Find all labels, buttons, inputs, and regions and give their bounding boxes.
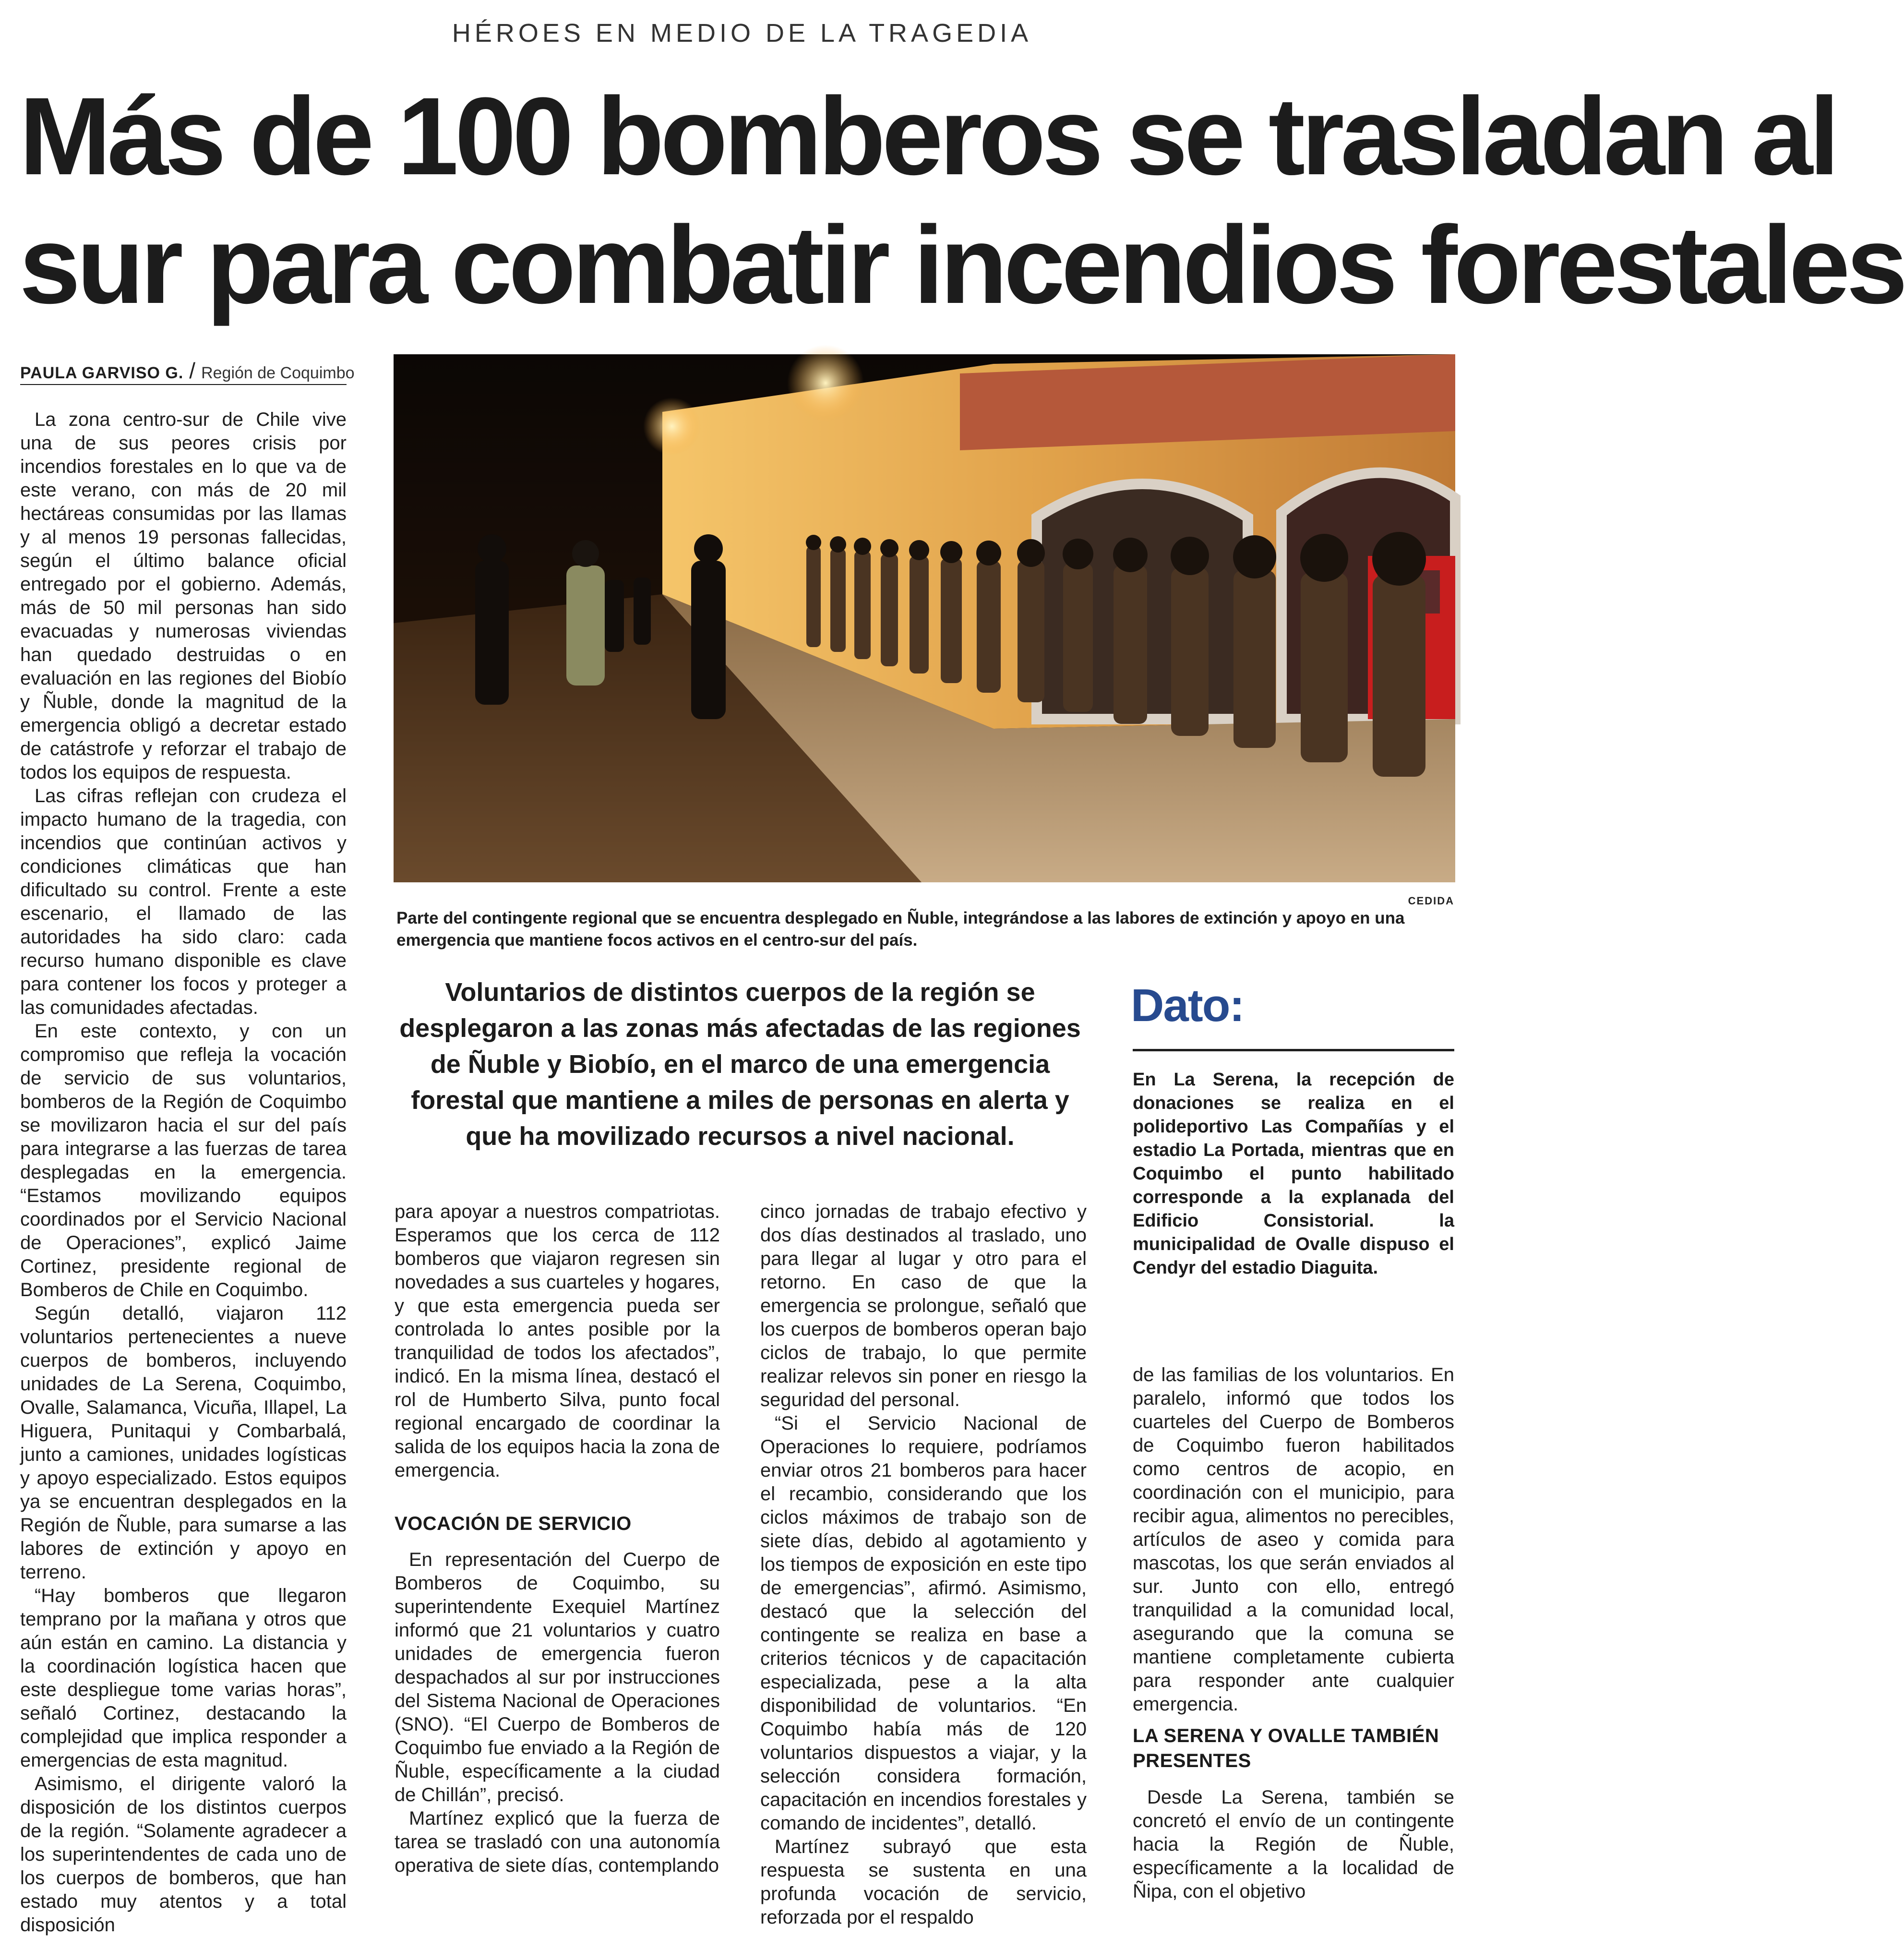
article-photo — [394, 354, 1455, 882]
photo-caption: Parte del contingente regional que se encuentra desplegado en Ñuble, integrándose a las labores de extinción y apoyo en una emergencia que mantiene focos activos en el centro-sur del país. — [396, 909, 1405, 950]
dato-text: En La Serena, la recepción de donaciones se realiza en el polideportivo Las Compañías y el estadio La Portada, mientras que en Coquimbo el punto habilitado corresponde a la explanada del Edificio Consistorial. la municipalidad de Ovalle dispuso el Cendyr del estadio Diaguita. — [1133, 1070, 1454, 1278]
subhead-vocacion: VOCACIÓN DE SERVICIO — [395, 1513, 632, 1534]
deck-summary: Voluntarios de distintos cuerpos de la región se desplegaron a las zonas más afectadas de las regiones de Ñuble y Biobío, en el marco de una emergencia forestal que mantiene a miles de personas en alerta y que ha movilizado recursos a nivel nacional. — [399, 978, 1081, 1151]
body-column-4-lower — [1133, 1786, 1454, 1903]
paragraph: de las familias de los voluntarios. En paralelo, informó que todos los cuarteles del Cuerpo de Bomberos de Coquimbo fueron habilitados como centros de acopio, en coordinación con el municipio, para recibir agua, alimentos no perecibles, artículos de aseo y comida para mascotas, los que serán enviados al sur. Junto con ello, entregó tranquilidad a la comunidad local, asegurando que la comuna se mantiene completamente cubierta para responder ante cualquier emergencia. — [1133, 1364, 1454, 1715]
paragraph: Asimismo, el dirigente valoró la disposición de los distintos cuerpos de la región. “Solamente agradecer a los superintendentes de cada uno de los cuerpos de bomberos, que han estado muy atentos y a total disposición — [20, 1773, 347, 1936]
paragraph: para apoyar a nuestros compatriotas. Esperamos que los cerca de 112 bomberos que viajaron regresen sin novedades a sus cuarteles y hogares, y que esta emergencia pueda ser controlada lo antes posible por la tranquilidad de todos los afectados”, indicó. En la misma línea, destacó el rol de Humberto Silva, punto focal regional encargado de coordinar la salida de los equipos hacia la zona de emergencia. — [395, 1201, 720, 1481]
body-column-4 — [1133, 1363, 1454, 1716]
body-column-3 — [760, 1200, 1087, 1929]
body-column-1 — [20, 408, 347, 1936]
byline — [20, 356, 355, 385]
dato-divider — [1133, 1049, 1454, 1051]
paragraph: Martínez subrayó que esta respuesta se sustenta en una profunda vocación de servicio, reforzada por el respaldo — [760, 1836, 1087, 1928]
paragraph: La zona centro-sur de Chile vive una de sus peores crisis por incendios forestales en lo que va de este verano, con más de 20 mil hectáreas consumidas por las llamas y al menos 19 personas fallecidas, según el último balance oficial entregado por el gobierno. Además, más de 50 mil personas han sido evacuadas y numerosas viviendas han quedado destruidas o en evaluación en las regiones del Biobío y Ñuble, donde la magnitud de la emergencia obligó a decretar estado de catástrofe y reforzar el trabajo de todos los equipos de respuesta. — [20, 409, 347, 783]
paragraph: Según detalló, viajaron 112 voluntarios pertenecientes a nueve cuerpos de bomberos, incluyendo unidades de La Serena, Coquimbo, Ovalle, Salamanca, Vicuña, Illapel, La Higuera, Punitaqui y Combarbalá, junto a camiones, unidades logísticas y apoyo especializado. Estos equipos ya se encuentran desplegados en la Región de Ñuble, para sumarse a las labores de extinción y apoyo en terreno. — [20, 1303, 347, 1583]
headline-line-2: sur para combatir incendios forestales — [19, 203, 1904, 326]
byline-region: Región de Coquimbo — [201, 364, 355, 382]
paragraph: cinco jornadas de trabajo efectivo y dos días destinados al traslado, uno para llegar al lugar y otro para el retorno. En caso de que la emergencia se prolongue, señaló que los cuerpos de bomberos operan bajo ciclos de trabajo, lo que permite realizar relevos sin poner en riesgo la seguridad del personal. — [760, 1201, 1087, 1410]
paragraph: Desde La Serena, también se concretó el envío de un contingente hacia la Región de Ñuble, específicamente a la localidad de Ñipa, con el objetivo — [1133, 1787, 1454, 1902]
byline-author: PAULA GARVISO G. — [20, 364, 184, 382]
paragraph: En este contexto, y con un compromiso que refleja la vocación de servicio de sus voluntarios, bomberos de la Región de Coquimbo se movilizaron hacia el sur del país para integrarse a las fuerzas de tarea desplegadas en la emergencia. “Estamos movilizando equipos coordinados por el Servicio Nacional de Operaciones”, explicó Jaime Cortinez, presidente regional de Bomberos de Chile en Coquimbo. — [20, 1021, 347, 1300]
paragraph: “Hay bomberos que llegaron temprano por la mañana y otros que aún están en camino. La distancia y la coordinación logística hacen que este despliegue tome varias horas”, señaló Cortinez, destacando la complejidad que implica responder a emergencias de esta magnitud. — [20, 1585, 347, 1771]
firefighters-formation-photo — [394, 354, 1455, 882]
dato-title: Dato: — [1131, 980, 1244, 1031]
photo-credit: CEDIDA — [1408, 895, 1454, 907]
paragraph: Las cifras reflejan con crudeza el impacto humano de la tragedia, con incendios que continúan activos y condiciones climáticas que han dificultado su control. Frente a este escenario, el llamado de las autoridades ha sido claro: cada recurso humano disponible es clave para contener los focos y proteger a las comunidades afectadas. — [20, 785, 347, 1018]
body-column-2-lower — [395, 1548, 720, 1877]
paragraph: “Si el Servicio Nacional de Operaciones lo requiere, podríamos enviar otros 21 bomberos para hacer el recambio, considerando que los ciclos máximos de trabajo son de siete días, debido al agotamiento y los tiempos de exposición en este tipo de emergencias”, afirmó. Asimismo, destacó que la selección del contingente se realiza en base a criterios técnicos y de capacitación especializada, pese a la alta disponibilidad de voluntarios. “En Coquimbo había más de 120 voluntarios dispuestos a viajar, y la selección considera formación, capacitación en incendios forestales y comando de incidentes”, detalló. — [760, 1413, 1087, 1834]
headline-line-1: Más de 100 bomberos se trasladan al — [19, 74, 1836, 198]
byline-separator: / — [189, 358, 196, 383]
paragraph: Martínez explicó que la fuerza de tarea se trasladó con una autonomía operativa de siete días, contemplando — [395, 1808, 720, 1876]
subhead-la-serena-ovalle: LA SERENA Y OVALLE TAMBIÉN PRESENTES — [1133, 1725, 1439, 1771]
headline — [19, 72, 1904, 329]
body-column-2 — [395, 1200, 720, 1482]
paragraph: En representación del Cuerpo de Bomberos de Coquimbo, su superintendente Exequiel Martínez informó que 21 voluntarios y cuatro unidades de emergencia fueron despachados al sur por instrucciones del Sistema Nacional de Operaciones (SNO). “El Cuerpo de Bomberos de Coquimbo fue enviado a la Región de Ñuble, específicamente a la ciudad de Chillán”, precisó. — [395, 1549, 720, 1805]
kicker: HÉROES EN MEDIO DE LA TRAGEDIA — [452, 19, 1032, 48]
